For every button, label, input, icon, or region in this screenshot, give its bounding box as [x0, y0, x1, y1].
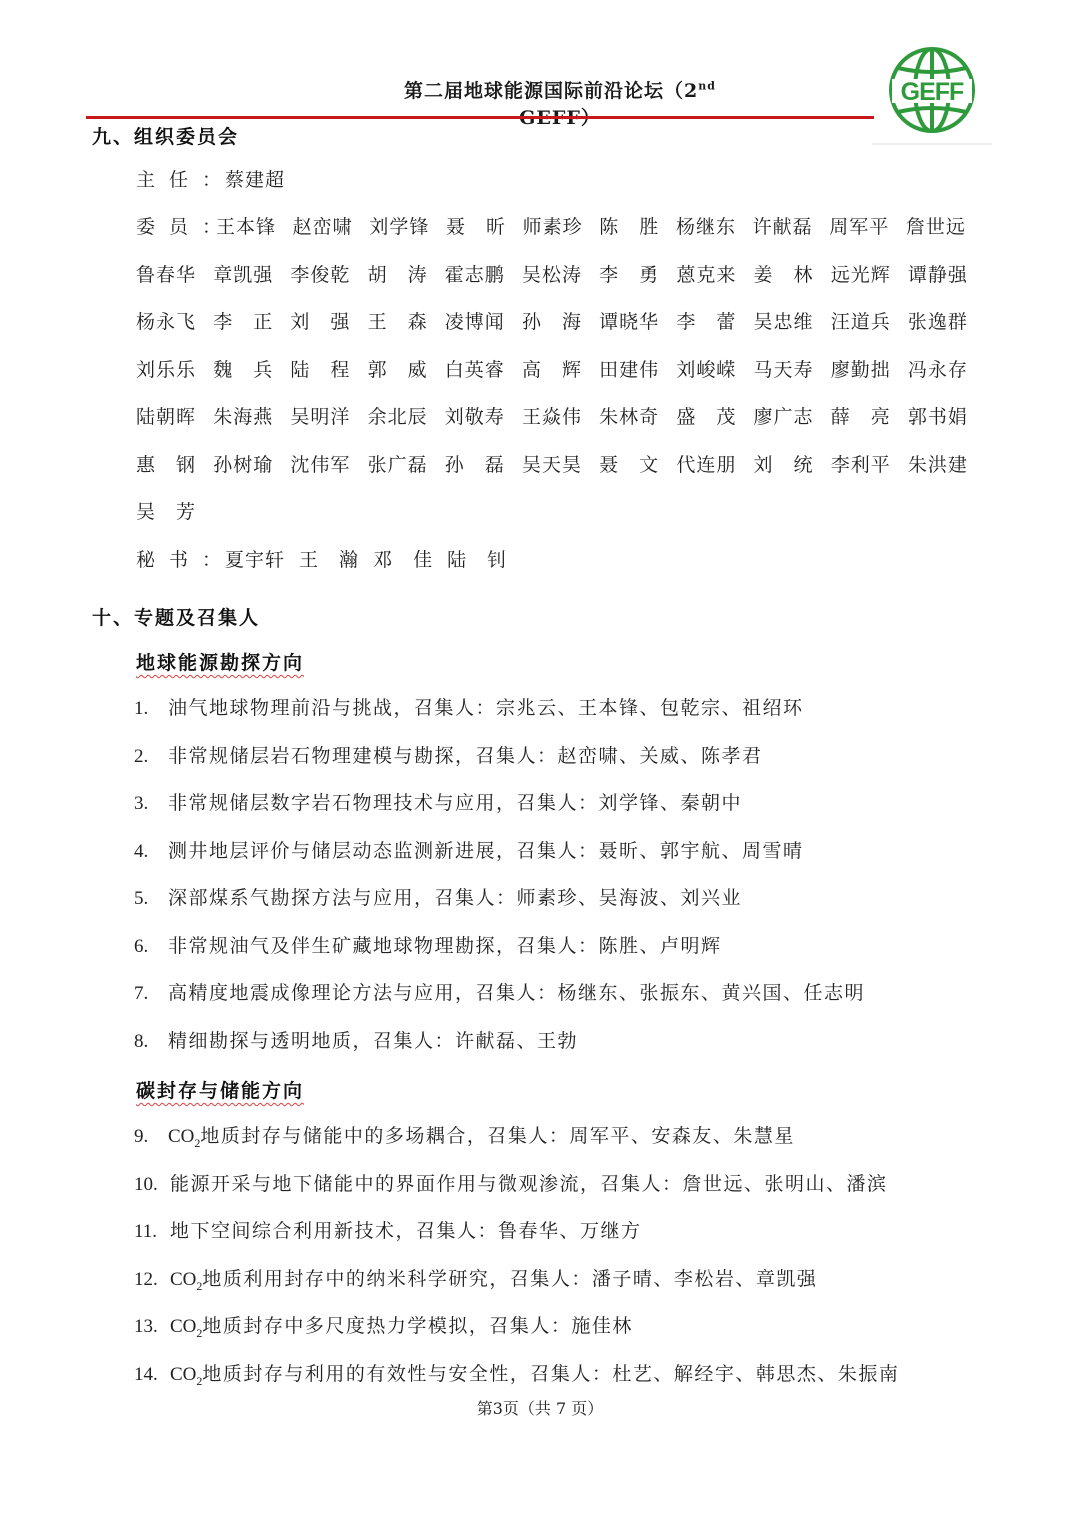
members-list	[136, 263, 968, 548]
member-name: 姜 林	[753, 263, 814, 286]
topic-number: 10.	[134, 1173, 158, 1195]
topic-item	[134, 1172, 888, 1197]
member-row	[136, 263, 968, 311]
logo-text: GEFF	[900, 78, 964, 106]
member-name: 冯永存	[907, 358, 968, 381]
member-name: 蒽克来	[676, 263, 737, 286]
member-name: 师素珍	[522, 216, 583, 238]
member-name: 廖广志	[753, 406, 814, 428]
topic-number: 8.	[134, 1030, 149, 1052]
secretary-name: 邓 佳	[373, 549, 434, 571]
topic-text: 深部煤系气勘探方法与应用，召集人：师素珍、吴海波、刘兴业	[168, 887, 743, 909]
member-row	[136, 358, 968, 406]
topic-text: 地质利用封存中的纳米科学研究，召集人：潘子晴、李松岩、章凯强	[202, 1267, 818, 1290]
member-name: 聂 文	[599, 453, 660, 476]
member-name: 余北辰	[367, 406, 428, 428]
member-name: 周军平	[829, 216, 890, 238]
member-name: 马天寿	[753, 358, 814, 381]
topic-item	[134, 1124, 795, 1155]
co2-formula: $CO_2$	[170, 1268, 203, 1293]
topic-item	[134, 744, 763, 769]
member-name: 张逸群	[907, 311, 968, 333]
member-name: 廖勤拙	[830, 358, 891, 381]
member-name: 王焱伟	[521, 406, 582, 428]
member-name: 沈伟军	[290, 453, 351, 476]
member-name: 吴明洋	[290, 406, 351, 428]
member-name: 凌博闻	[444, 311, 505, 333]
topic-number: 11.	[134, 1221, 158, 1242]
topic-number: 9.	[134, 1126, 149, 1147]
secretary-label: 秘书	[136, 549, 203, 571]
member-row	[136, 500, 968, 548]
member-name: 杨永飞	[136, 311, 197, 333]
member-name: 胡 涛	[367, 263, 428, 286]
member-name: 郭 威	[367, 358, 428, 381]
member-name: 田建伟	[599, 358, 660, 381]
topic-text: 地质封存与储能中的多场耦合，召集人：周军平、安森友、朱慧星	[200, 1125, 795, 1147]
secretary-name: 夏宇轩	[225, 549, 286, 571]
member-name: 张广磊	[367, 453, 428, 476]
secretary-name: 陆 钊	[447, 549, 508, 571]
members-label-row	[136, 215, 225, 239]
member-name: 陈 胜	[599, 216, 660, 238]
topic-text: 地质封存与利用的有效性与安全性，召集人：杜艺、解经宇、韩思杰、朱振南	[202, 1362, 900, 1385]
header-title-prefix: 第二届地球能源国际前沿论坛（2	[404, 80, 699, 102]
header-title-sup: nd	[698, 79, 716, 93]
secretary-names	[225, 549, 507, 571]
topic-text: 油气地球物理前沿与挑战，召集人：宗兆云、王本锋、包乾宗、祖绍环	[168, 697, 804, 719]
section-heading-topics: 十、专题及召集人	[92, 607, 261, 629]
section-heading-organizing-committee: 九、组织委员会	[92, 126, 240, 148]
header-red-rule	[86, 116, 874, 119]
topic-number: 13.	[134, 1316, 158, 1337]
topic-item	[134, 1219, 642, 1244]
member-name: 惠 钢	[136, 453, 197, 476]
topic-item	[134, 1314, 633, 1345]
secretary-row	[136, 548, 966, 572]
member-name: 刘 强	[290, 311, 351, 333]
topic-number: 1.	[134, 698, 149, 719]
topic-item	[134, 696, 804, 721]
member-name: 魏 兵	[213, 358, 274, 381]
member-name: 谭静强	[907, 263, 968, 286]
member-name: 李俊乾	[290, 263, 351, 286]
topic-item	[134, 934, 722, 959]
member-name: 王本锋	[216, 216, 277, 238]
topic-number: 5.	[134, 888, 149, 909]
topic-item	[134, 1029, 578, 1054]
member-name: 詹世远	[905, 216, 966, 238]
secretary-colon: ：	[202, 549, 222, 571]
co2-formula: $CO_2$	[170, 1316, 203, 1340]
member-name: 许献磊	[752, 216, 813, 238]
member-name: 章凯强	[213, 263, 274, 286]
member-name: 高 辉	[521, 358, 582, 381]
member-name: 刘敬寿	[444, 406, 505, 428]
member-name: 李 勇	[599, 263, 660, 286]
member-name: 鲁春华	[136, 263, 197, 286]
member-name: 远光辉	[830, 263, 891, 286]
topic-number: 2.	[134, 745, 149, 767]
director-row	[136, 168, 966, 192]
document-header-title	[360, 76, 760, 130]
topic-item	[134, 839, 804, 864]
topic-item	[134, 981, 865, 1006]
topic-item	[134, 1362, 899, 1393]
member-name: 刘 统	[753, 453, 814, 476]
member-name: 陆 程	[290, 358, 351, 381]
member-name: 谭晓华	[599, 311, 660, 333]
member-name: 白英睿	[444, 358, 505, 381]
topic-text: 非常规储层岩石物理建模与勘探，召集人：赵峦啸、关威、陈孝君	[168, 744, 763, 767]
topic-number: 6.	[134, 935, 149, 957]
member-name: 杨继东	[675, 216, 736, 238]
topic-text: 精细勘探与透明地质，召集人：许献磊、王勃	[168, 1029, 579, 1052]
member-name: 刘峻嵘	[676, 358, 737, 381]
group-heading-carbon-storage: 碳封存与储能方向	[136, 1080, 305, 1102]
page-footer: 第3页（共 7 页）	[476, 1399, 604, 1418]
topic-item	[134, 1267, 817, 1298]
member-name: 郭书娟	[907, 406, 968, 428]
secretary-name: 王 瀚	[299, 549, 360, 571]
member-name: 代连朋	[676, 453, 737, 476]
member-row	[216, 215, 966, 263]
topic-text: 高精度地震成像理论方法与应用，召集人：杨继东、张振东、黄兴国、任志明	[168, 982, 866, 1004]
members-label: 委员	[136, 216, 203, 238]
topic-number: 12.	[134, 1268, 158, 1290]
member-name: 李 蕾	[676, 311, 737, 333]
member-name: 朱林奇	[599, 406, 660, 428]
member-name: 刘学锋	[369, 216, 430, 238]
member-name: 刘乐乐	[136, 358, 197, 381]
logo-underline	[872, 143, 992, 145]
member-name: 李利平	[830, 453, 891, 476]
member-name: 朱洪建	[907, 453, 968, 476]
member-row	[136, 453, 968, 501]
director-label: 主任	[136, 169, 203, 191]
topic-text: 地质封存中多尺度热力学模拟，召集人：施佳林	[202, 1315, 633, 1337]
member-name: 王 森	[367, 311, 428, 333]
co2-formula: $CO_2$	[168, 1126, 201, 1150]
topic-number: 14.	[134, 1363, 158, 1385]
member-name: 朱海燕	[213, 406, 274, 428]
members-first-row	[216, 215, 966, 263]
topic-number: 7.	[134, 983, 149, 1004]
topic-text: 能源开采与地下储能中的界面作用与微观渗流，召集人：詹世远、张明山、潘滨	[170, 1172, 888, 1195]
member-name: 李 正	[213, 311, 274, 333]
member-row	[136, 405, 968, 453]
member-name: 聂 昕	[445, 216, 506, 238]
member-name: 吴松涛	[521, 263, 582, 286]
topic-text: 非常规储层数字岩石物理技术与应用，召集人：刘学锋、秦朝中	[168, 792, 743, 814]
topic-item	[134, 886, 742, 911]
member-name: 吴 芳	[136, 501, 197, 523]
topic-number: 3.	[134, 793, 149, 814]
members-colon: ：	[202, 216, 222, 238]
topic-text: 非常规油气及伴生矿藏地球物理勘探，召集人：陈胜、卢明辉	[168, 934, 722, 957]
topic-item	[134, 791, 742, 816]
member-name: 陆朝晖	[136, 406, 197, 428]
co2-formula: $CO_2$	[170, 1363, 203, 1388]
member-name: 孙树瑜	[213, 453, 274, 476]
member-name: 吴忠维	[753, 311, 814, 333]
topic-text: 测井地层评价与储层动态监测新进展，召集人：聂昕、郭宇航、周雪晴	[168, 839, 804, 862]
topic-text: 地下空间综合利用新技术，召集人：鲁春华、万继方	[170, 1220, 642, 1242]
member-name: 赵峦啸	[292, 216, 353, 238]
member-row	[136, 310, 968, 358]
director-colon: ：	[202, 169, 222, 191]
member-name: 盛 茂	[676, 406, 737, 428]
member-name: 孙 海	[521, 311, 582, 333]
member-name: 吴天昊	[521, 453, 582, 476]
geff-globe-logo	[886, 42, 978, 138]
topic-number: 4.	[134, 840, 149, 862]
member-name: 霍志鹏	[444, 263, 505, 286]
member-name: 汪道兵	[830, 311, 891, 333]
director-name: 蔡建超	[225, 169, 286, 191]
member-name: 薛 亮	[830, 406, 891, 428]
member-name: 孙 磊	[444, 453, 505, 476]
group-heading-exploration: 地球能源勘探方向	[136, 652, 305, 674]
